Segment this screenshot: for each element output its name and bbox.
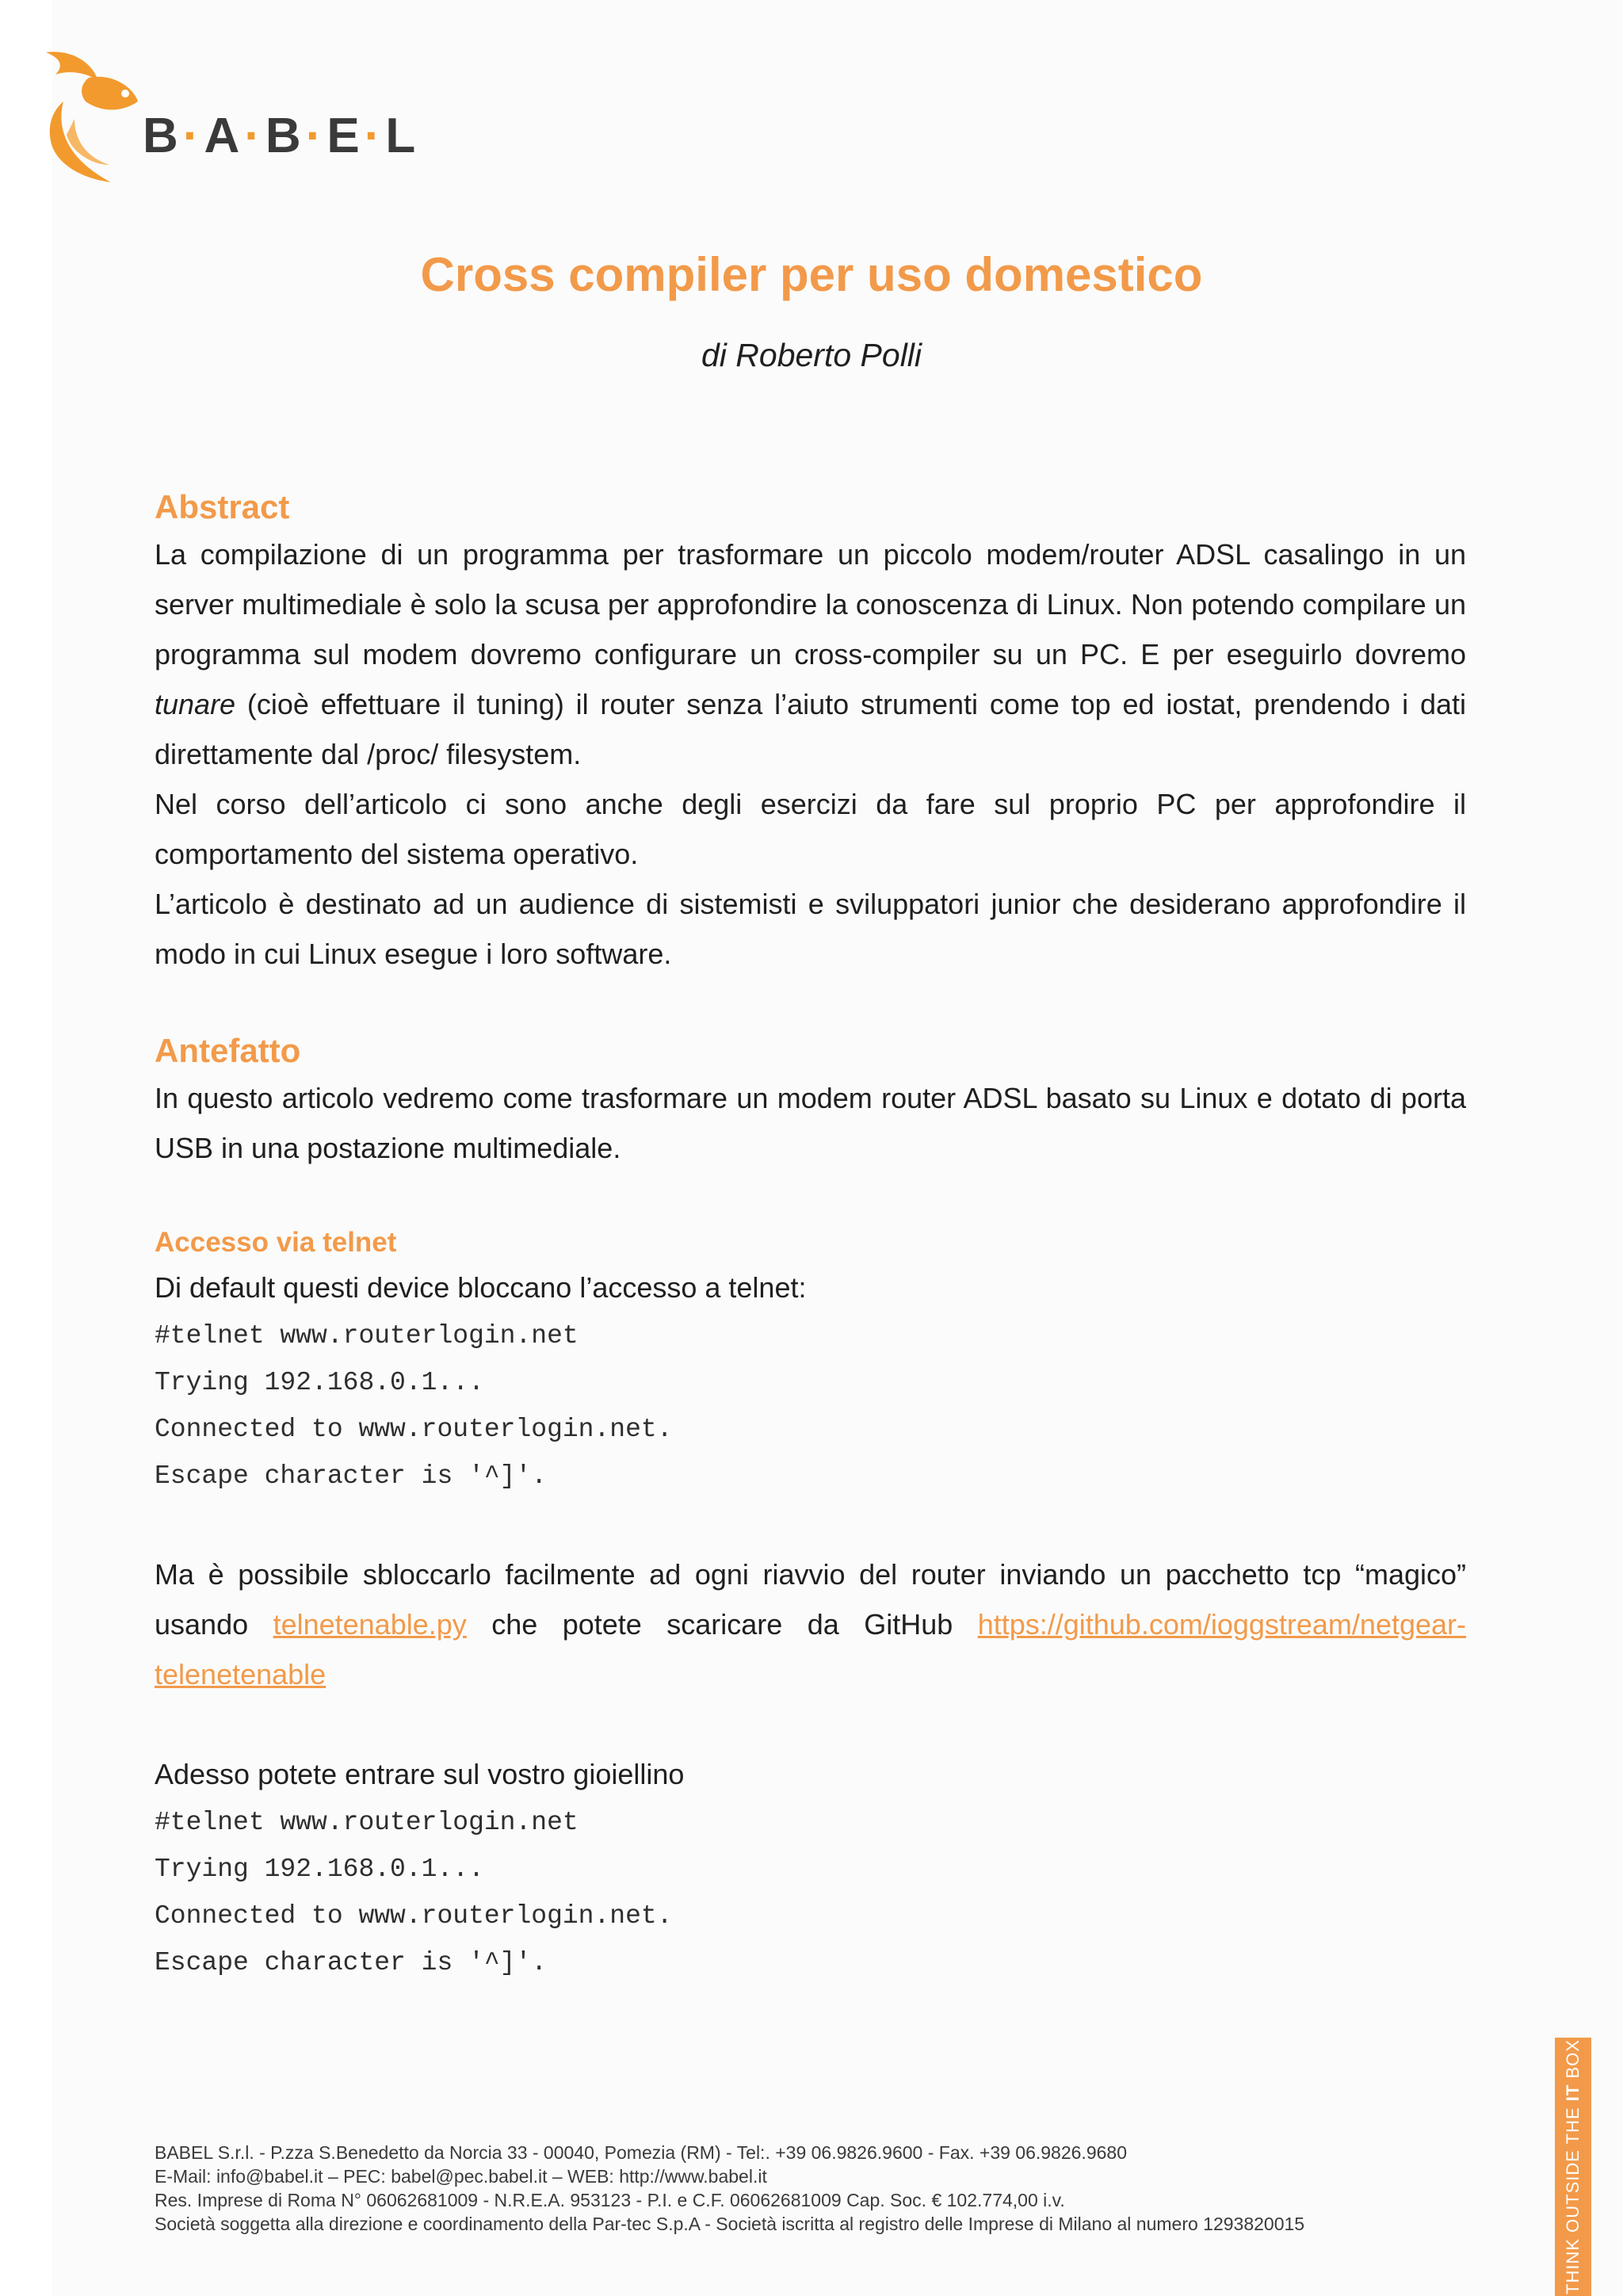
telnet-heading: Accesso via telnet	[155, 1227, 397, 1258]
side-banner-text: THINK OUTSIDE THE IT BOX	[1563, 2039, 1583, 2294]
abstract-paragraph-3: L’articolo è destinato ad un audience di sistemisti e sviluppatori junior che desiderano approfondire il modo in cui Linux esegue i loro software.	[155, 888, 1466, 970]
telnet-intro: Di default questi device bloccano l’accesso a telnet:	[155, 1271, 807, 1304]
fish-logo-icon	[40, 46, 143, 189]
footer-line: E-Mail: info@babel.it – PEC: babel@pec.babel.it – WEB: http://www.babel.it	[155, 2166, 767, 2187]
footer-line: Società soggetta alla direzione e coordinamento della Par-tec S.p.A - Società iscritta al registro delle Imprese di Milano al numero 1293820015	[155, 2214, 1305, 2234]
document-author: di Roberto Polli	[701, 337, 922, 373]
side-banner	[1555, 2038, 1591, 2296]
code-line: Trying 192.168.0.1...	[155, 1368, 484, 1397]
github-link[interactable]: https://github.com/ioggstream/netgear-telenetenable	[155, 1608, 1467, 1690]
code-line: Trying 192.168.0.1...	[155, 1855, 484, 1884]
code-line: Escape character is '^]'.	[155, 1948, 548, 1977]
telnet-intro-2: Adesso potete entrare sul vostro gioiellino	[155, 1758, 685, 1790]
logo-wordmark: B·A·B·E·L	[143, 109, 418, 163]
babel-logo	[40, 46, 452, 189]
page-footer	[155, 2141, 1518, 2236]
document-body	[155, 485, 1466, 1986]
abstract-paragraph-2: Nel corso dell’articolo ci sono anche degli esercizi da fare sul proprio PC per approfondire il comportamento del sistema operativo.	[155, 788, 1466, 870]
antefatto-paragraph: In questo articolo vedremo come trasformare un modem router ADSL basato su Linux e dotato di porta USB in una postazione multimediale.	[155, 1082, 1466, 1164]
abstract-paragraph-1: La compilazione di un programma per trasformare un piccolo modem/router ADSL casalingo in un server multimediale è solo la scusa per approfondire la conoscenza di Linux. Non potendo compilare un programma sul modem dovremo configurare un cross-compiler su un PC. E per eseguirlo dovremo tunare (cioè effettuare il tuning) il router senza l’aiuto strumenti come top ed iostat, prendendo i dati direttamente dal /proc/ filesystem.	[155, 538, 1466, 770]
telnet-enable-paragraph: Ma è possibile sbloccarlo facilmente ad ogni riavvio del router inviando un pacchetto tcp “magico” usando telnetenable.py che potete scaricare da GitHub https://github.com/ioggstream/netgear-telenetenable	[155, 1558, 1467, 1690]
code-line: Escape character is '^]'.	[155, 1461, 548, 1491]
antefatto-heading: Antefatto	[155, 1032, 301, 1069]
code-block-1	[155, 1312, 1466, 1499]
footer-line: Res. Imprese di Roma N° 06062681009 - N.R.E.A. 953123 - P.I. e C.F. 06062681009 Cap. Soc. € 102.774,00 i.v.	[155, 2190, 1065, 2210]
footer-line: BABEL S.r.l. - P.zza S.Benedetto da Norcia 33 - 00040, Pomezia (RM) - Tel:. +39 06.9826.9600 - Fax. +39 06.9826.9680	[155, 2142, 1127, 2163]
code-block-2	[155, 1799, 1466, 1986]
abstract-heading: Abstract	[155, 488, 290, 525]
telnetenable-link[interactable]: telnetenable.py	[273, 1608, 467, 1641]
code-line: #telnet www.routerlogin.net	[155, 1321, 579, 1350]
code-line: #telnet www.routerlogin.net	[155, 1808, 579, 1837]
code-line: Connected to www.routerlogin.net.	[155, 1901, 673, 1931]
code-line: Connected to www.routerlogin.net.	[155, 1415, 673, 1444]
document-title: Cross compiler per uso domestico	[420, 248, 1203, 301]
